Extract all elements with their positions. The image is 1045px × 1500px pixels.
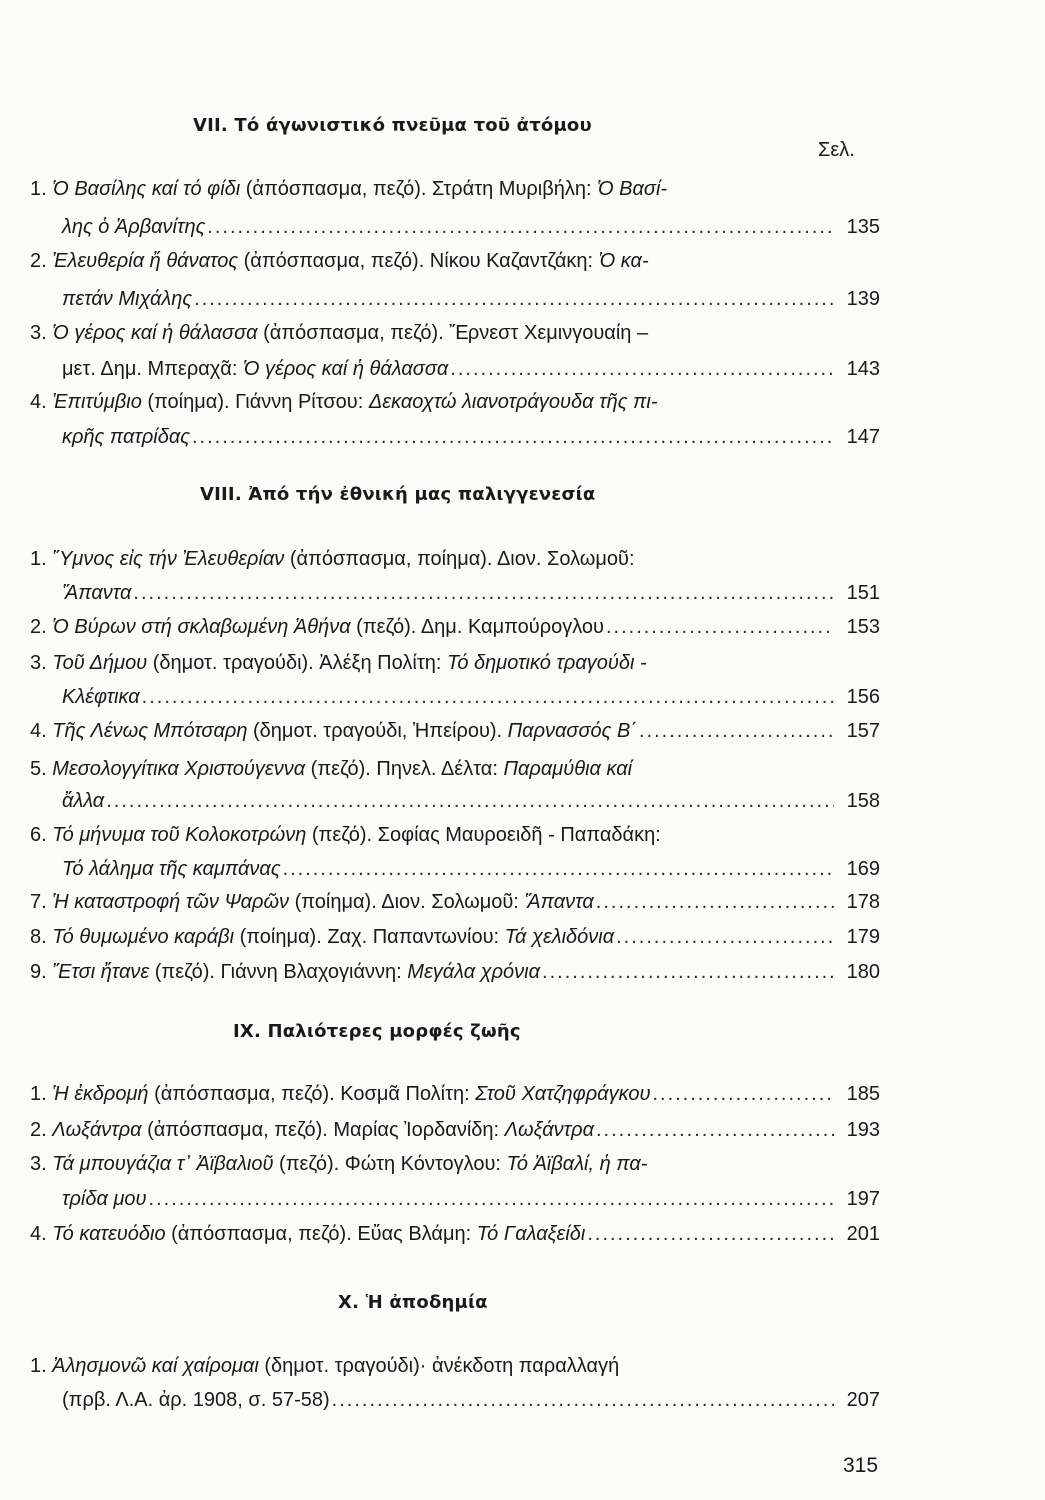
entry-title: Ὁ Βύρων στή σκλαβωμένη Ἀθήνα xyxy=(52,616,351,638)
toc-entry-line xyxy=(30,650,880,676)
entry-source: Μεγάλα χρόνια xyxy=(407,961,541,983)
entry-number: 1. xyxy=(30,178,47,200)
entry-source: Τό Ἀϊβαλί, ἡ πα- xyxy=(506,1153,648,1175)
entry-meta: (πεζό). Σοφίας Μαυροειδῆ - Παπαδάκη: xyxy=(311,824,661,846)
entry-number: 4. xyxy=(30,720,47,742)
entry-page-number: 158 xyxy=(846,790,880,812)
entry-source: Ἅπαντα xyxy=(524,891,594,913)
entry-page-number: 169 xyxy=(846,858,880,880)
entry-title: Τό θυμωμένο καράβι xyxy=(52,926,235,948)
toc-entry-line xyxy=(30,1221,880,1247)
toc-entry-line xyxy=(30,718,880,744)
entry-meta: (πεζό). Γιάννη Βλαχογιάννη: xyxy=(154,961,402,983)
toc-entry-continuation xyxy=(62,684,880,710)
entry-page-number: 185 xyxy=(846,1083,880,1105)
leader-dots xyxy=(194,286,834,312)
entry-source: Τά χελιδόνια xyxy=(504,926,615,948)
entry-title: Ἐπιτύμβιο xyxy=(52,391,142,413)
entry-page-number: 193 xyxy=(846,1119,880,1141)
entry-meta: (ἀπόσπασμα, πεζό). Μαρίας Ἰορδανίδη: xyxy=(147,1119,500,1141)
entry-number: 2. xyxy=(30,250,47,272)
entry-title: Ἀλησμονῶ καί χαίρομαι xyxy=(52,1355,259,1377)
section-heading: IX. Παλιότερες μορφές ζωῆς xyxy=(233,1021,521,1042)
toc-entry-continuation xyxy=(62,1186,880,1212)
toc-entry-line xyxy=(30,248,880,274)
leader-dots xyxy=(606,614,834,640)
entry-meta: (ποίημα). Διον. Σολωμοῦ: xyxy=(294,891,519,913)
entry-page-number: 153 xyxy=(846,616,880,638)
entry-source-continued: Κλέφτικα xyxy=(62,686,140,708)
entry-number: 2. xyxy=(30,616,47,638)
entry-meta: (ἀπόσπασμα, πεζό). Κοσμᾶ Πολίτη: xyxy=(154,1083,470,1105)
toc-entry-continuation xyxy=(62,856,880,882)
entry-source: Δεκαοχτώ λιανοτράγουδα τῆς πι- xyxy=(368,391,658,413)
entry-meta: (δημοτ. τραγούδι)· ἀνέκδοτη παραλλαγή xyxy=(264,1355,620,1377)
entry-page-number: 151 xyxy=(846,582,880,604)
entry-page-number: 135 xyxy=(846,216,880,238)
toc-entry-continuation xyxy=(62,356,880,382)
entry-number: 8. xyxy=(30,926,47,948)
toc-entry-line xyxy=(30,1151,880,1177)
entry-number: 9. xyxy=(30,961,47,983)
section-heading: VII. Τό άγωνιστικό πνεῦμα τοῦ ἀτόμου xyxy=(193,115,592,136)
entry-title: Ὁ Βασίλης καί τό φίδι xyxy=(52,178,241,200)
leader-dots xyxy=(587,1221,834,1247)
entry-source: Παρνασσός Β΄ xyxy=(507,720,637,742)
toc-entry-line xyxy=(30,889,880,915)
entry-number: 1. xyxy=(30,548,47,570)
entry-number: 3. xyxy=(30,322,47,344)
entry-number: 3. xyxy=(30,1153,47,1175)
entry-number: 5. xyxy=(30,758,47,780)
toc-entry-continuation xyxy=(62,214,880,240)
entry-source: Λωξάντρα xyxy=(504,1119,594,1141)
entry-title: Τοῦ Δήμου xyxy=(52,652,148,674)
leader-dots xyxy=(283,856,834,882)
entry-meta: (πεζό). Δημ. Καμπούρογλου xyxy=(356,616,604,638)
entry-page-number: 178 xyxy=(846,891,880,913)
section-heading: VIII. Ἀπό τήν ἐθνική μας παλιγγενεσία xyxy=(200,484,596,505)
entry-source: Ὁ κα- xyxy=(598,250,649,272)
toc-entry-line xyxy=(30,614,880,640)
entry-title: Μεσολογγίτικα Χριστούγεννα xyxy=(52,758,306,780)
toc-entry-continuation xyxy=(62,1387,880,1413)
leader-dots xyxy=(106,788,834,814)
toc-entry-continuation xyxy=(62,788,880,814)
entry-meta: (δημοτ. τραγούδι). Ἀλέξη Πολίτη: xyxy=(152,652,442,674)
entry-page-number: 179 xyxy=(846,926,880,948)
toc-entry-line xyxy=(30,1117,880,1143)
entry-source: Τό Γαλαξείδι xyxy=(476,1223,586,1245)
entry-source: Στοῦ Χατζηφράγκου xyxy=(475,1083,651,1105)
entry-page-number: 201 xyxy=(846,1223,880,1245)
entry-page-number: 139 xyxy=(846,288,880,310)
entry-meta: (ἀπόσπασμα, πεζό). Νίκου Καζαντζάκη: xyxy=(243,250,594,272)
entry-title: Ἡ καταστροφή τῶν Ψαρῶν xyxy=(52,891,290,913)
entry-title: Τά μπουγάζια τ᾿ Ἀϊβαλιοῦ xyxy=(52,1153,274,1175)
leader-dots xyxy=(332,1387,834,1413)
page-column-label: Σελ. xyxy=(818,139,855,161)
entry-meta: (ἀπόσπασμα, πεζό). Στράτη Μυριβήλη: xyxy=(245,178,592,200)
entry-source-continued: Ἅπαντα xyxy=(62,582,132,604)
entry-meta: (ποίημα). Ζαχ. Παπαντωνίου: xyxy=(239,926,500,948)
leader-dots xyxy=(133,580,834,606)
entry-page-number: 157 xyxy=(846,720,880,742)
entry-number: 1. xyxy=(30,1355,47,1377)
leader-dots xyxy=(596,1117,834,1143)
entry-title: Τό κατευόδιο xyxy=(52,1223,166,1245)
entry-title: Ἡ ἐκδρομή xyxy=(52,1083,149,1105)
entry-title: Τῆς Λένως Μπότσαρη xyxy=(52,720,248,742)
leader-dots xyxy=(192,424,834,450)
entry-source: Ὁ Βασί- xyxy=(597,178,668,200)
toc-entry-line xyxy=(30,546,880,572)
entry-source: Παραμύθια καί xyxy=(503,758,633,780)
entry-meta: (πεζό). Φώτη Κόντογλου: xyxy=(279,1153,501,1175)
entry-title: Τό μήνυμα τοῦ Κολοκοτρώνη xyxy=(52,824,307,846)
entry-number: 2. xyxy=(30,1119,47,1141)
entry-title: Λωξάντρα xyxy=(52,1119,142,1141)
leader-dots xyxy=(616,924,834,950)
entry-meta: (ποίημα). Γιάννη Ρίτσου: xyxy=(147,391,364,413)
entry-source-continued: Ὁ γέρος καί ἡ θάλασσα xyxy=(242,358,449,380)
leader-dots xyxy=(596,889,834,915)
toc-entry-line xyxy=(30,320,880,346)
entry-meta: (ἀπόσπασμα, ποίημα). Διον. Σολωμοῦ: xyxy=(289,548,635,570)
leader-dots xyxy=(652,1081,834,1107)
entry-number: 4. xyxy=(30,391,47,413)
entry-page-number: 156 xyxy=(846,686,880,708)
entry-source-continued: πετάν Μιχάλης xyxy=(62,288,193,310)
entry-page-number: 207 xyxy=(846,1389,880,1411)
entry-source-continued: ἄλλα xyxy=(62,790,105,812)
entry-number: 1. xyxy=(30,1083,47,1105)
toc-entry-line xyxy=(30,1081,880,1107)
leader-dots xyxy=(207,214,834,240)
toc-entry-line xyxy=(30,389,880,415)
entry-meta: (δημοτ. τραγούδι, Ἠπείρου). xyxy=(253,720,503,742)
entry-page-number: 197 xyxy=(846,1188,880,1210)
entry-translator: μετ. Δημ. Μπεραχᾶ: xyxy=(62,358,238,380)
entry-meta: (πεζό). Πηνελ. Δέλτα: xyxy=(310,758,498,780)
leader-dots xyxy=(450,356,834,382)
page-number: 315 xyxy=(843,1454,879,1477)
toc-entry-line xyxy=(30,756,880,782)
leader-dots xyxy=(149,1186,834,1212)
toc-entry-continuation xyxy=(62,286,880,312)
toc-entry-line xyxy=(30,822,880,848)
entry-number: 4. xyxy=(30,1223,47,1245)
entry-page-number: 143 xyxy=(846,358,880,380)
entry-title: Ὁ γέρος καί ἡ θάλασσα xyxy=(52,322,258,344)
entry-source-continued: (πρβ. Λ.Α. ἀρ. 1908, σ. 57-58) xyxy=(62,1389,330,1411)
leader-dots xyxy=(542,959,834,985)
entry-source-continued: Τό λάλημα τῆς καμπάνας xyxy=(62,858,281,880)
toc-entry-line xyxy=(30,924,880,950)
entry-source-continued: κρῆς πατρίδας xyxy=(62,426,190,448)
entry-title: Ἐλευθερία ἤ θάνατος xyxy=(52,250,239,272)
entry-source-continued: τρίδα μου xyxy=(62,1188,147,1210)
entry-source-continued: λης ὁ Ἀρβανίτης xyxy=(62,216,206,238)
toc-entry-line xyxy=(30,176,880,202)
entry-number: 7. xyxy=(30,891,47,913)
toc-entry-continuation xyxy=(62,424,880,450)
toc-entry-continuation xyxy=(62,580,880,606)
entry-page-number: 147 xyxy=(846,426,880,448)
leader-dots xyxy=(142,684,834,710)
entry-meta: (ἀπόσπασμα, πεζό). Ἔρνεστ Χεμινγουαίη – xyxy=(263,322,649,344)
entry-title: Ὕμνος εἰς τήν Ἐλευθερίαν xyxy=(52,548,285,570)
toc-entry-line xyxy=(30,1353,880,1379)
leader-dots xyxy=(639,718,834,744)
entry-page-number: 180 xyxy=(846,961,880,983)
entry-meta: (ἀπόσπασμα, πεζό). Εὔας Βλάμη: xyxy=(171,1223,472,1245)
section-heading: X. Ἡ ἀποδημία xyxy=(338,1292,488,1313)
entry-source: Τό δημοτικό τραγούδι - xyxy=(446,652,647,674)
toc-entry-line xyxy=(30,959,880,985)
entry-number: 3. xyxy=(30,652,47,674)
entry-title: Ἔτσι ἤτανε xyxy=(52,961,150,983)
entry-number: 6. xyxy=(30,824,47,846)
